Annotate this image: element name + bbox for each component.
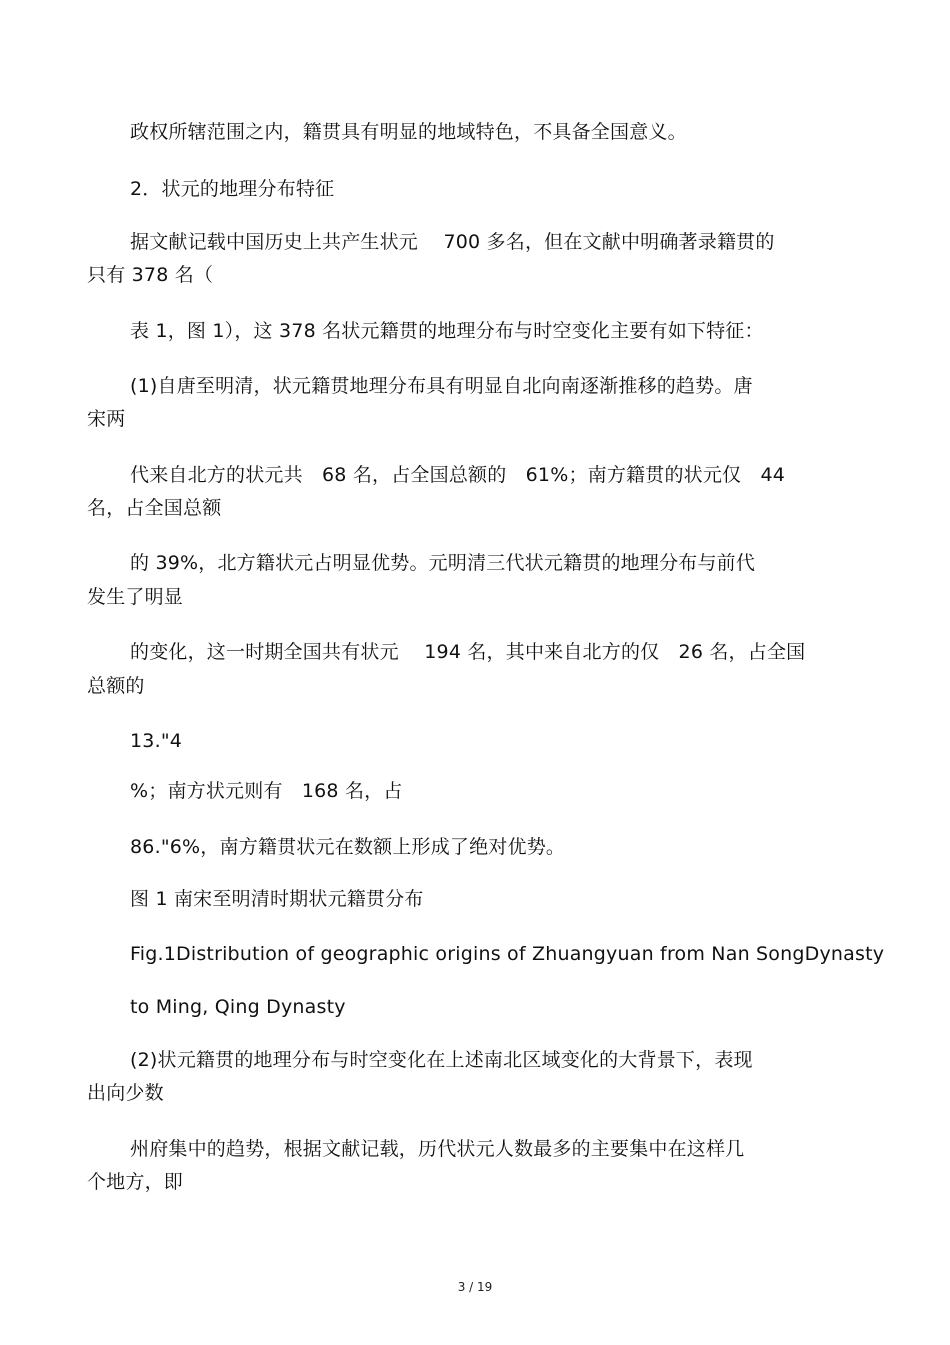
text-line: 表 1，图 1），这 378 名状元籍贯的地理分布与时空变化主要有如下特征： <box>130 320 764 342</box>
text-line: 的变化，这一时期全国共有状元 194 名，其中来自北方的仅 26 名，占全国 <box>130 641 806 663</box>
text-line: 政权所辖范围之内，籍贯具有明显的地域特色，不具备全国意义。 <box>130 121 687 143</box>
text-line: (1)自唐至明清，状元籍贯地理分布具有明显自北向南逐渐推移的趋势。唐 <box>130 375 753 397</box>
text-line: 据文献记载中国历史上共产生状元 700 多名，但在文献中明确著录籍贯的 <box>130 231 775 253</box>
text-line: 出向少数 <box>87 1082 164 1104</box>
text-line: 名，占全国总额 <box>87 497 222 519</box>
text-line: 13."4 <box>130 730 183 752</box>
section-heading: 2．状元的地理分布特征 <box>130 178 335 200</box>
text-line: %；南方状元则有 168 名，占 <box>130 780 403 802</box>
figure-caption: 图 1 南宋至明清时期状元籍贯分布 <box>130 888 424 910</box>
figure-caption-english: Fig.1Distribution of geographic origins of Zhuangyuan from Nan SongDynasty <box>130 943 885 965</box>
text-line: (2)状元籍贯的地理分布与时空变化在上述南北区域变化的大背景下，表现 <box>130 1049 753 1071</box>
page-number: 3 / 19 <box>457 1280 493 1294</box>
text-line: 代来自北方的状元共 68 名，占全国总额的 61%；南方籍贯的状元仅 44 <box>130 464 786 486</box>
text-line: 的 39%，北方籍状元占明显优势。元明清三代状元籍贯的地理分布与前代 <box>130 552 756 574</box>
text-line: 总额的 <box>87 675 145 697</box>
text-line: 州府集中的趋势，根据文献记载，历代状元人数最多的主要集中在这样几 <box>130 1138 745 1160</box>
text-line: 86."6%，南方籍贯状元在数额上形成了绝对优势。 <box>130 836 566 858</box>
text-line: 只有 378 名（ <box>87 264 214 286</box>
figure-caption-english: to Ming, Qing Dynasty <box>130 996 346 1018</box>
text-line: 发生了明显 <box>87 586 184 608</box>
text-line: 个地方，即 <box>87 1171 184 1193</box>
text-line: 宋两 <box>87 408 126 430</box>
